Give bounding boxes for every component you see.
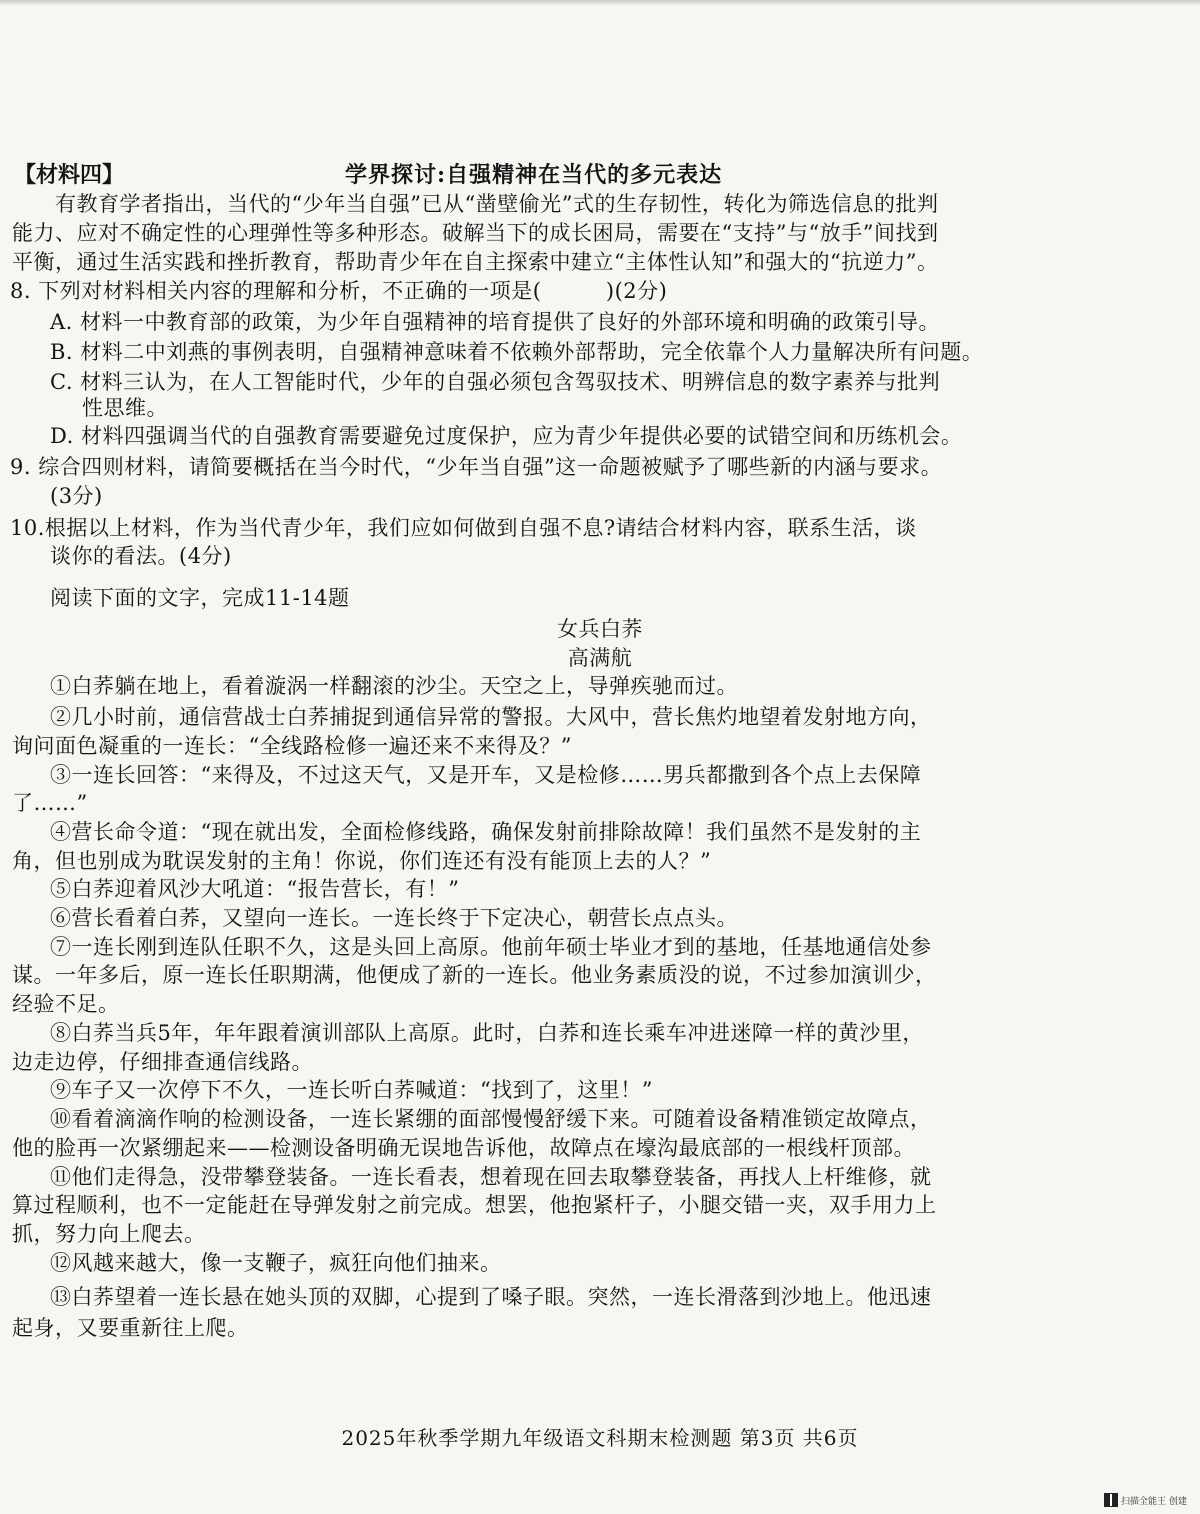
reading-intro: 阅读下面的文字，完成11-14题: [50, 586, 350, 610]
paragraph-line: 算过程顺利，也不一定能赶在导弹发射之前完成。想罢，他抱紧杆子，小腿交错一夹，双手用力上: [12, 1193, 937, 1217]
material-line: 平衡，通过生活实践和挫折教育，帮助青少年在自主探索中建立“主体性认知”和强大的“抗逆力”。: [12, 250, 939, 274]
paragraph-line: ⑥营长看着白荞，又望向一连长。一连长终于下定决心，朝营长点点头。: [50, 906, 738, 930]
paragraph-line: 询问面色凝重的一连长：“全线路检修一遍还来不来得及？”: [12, 734, 572, 758]
paragraph-line: ③一连长回答：“来得及，不过这天气，又是开车，又是检修……男兵都撒到各个点上去保障: [50, 763, 922, 787]
paragraph-line: ⑬白荞望着一连长悬在她头顶的双脚，心提到了嗓子眼。突然，一连长滑落到沙地上。他迅速: [50, 1285, 932, 1309]
material-title: 学界探讨:自强精神在当代的多元表达: [345, 162, 723, 188]
question-8: 8. 下列对材料相关内容的理解和分析，不正确的一项是( )(2分): [10, 279, 668, 303]
paragraph-line: 谋。一年多后，原一连长任职期满，他便成了新的一连长。他业务素质没的说，不过参加演训少，: [12, 963, 937, 987]
option-c-cont: 性思维。: [82, 396, 168, 420]
paragraph-line: 经验不足。: [12, 992, 120, 1016]
question-9: 9. 综合四则材料，请简要概括在当今时代，“少年当自强”这一命题被赋予了哪些新的内涵与要求。: [10, 455, 943, 479]
paragraph-line: ⑧白荞当兵5年，年年跟着演训部队上高原。此时，白荞和连长乘车冲进迷障一样的黄沙里，: [50, 1021, 924, 1045]
paragraph-line: 角，但也别成为耽误发射的主角！你说，你们连还有没有能顶上去的人？”: [12, 849, 712, 873]
paragraph-line: ①白荞躺在地上，看着漩涡一样翻滚的沙尘。天空之上，导弹疾驰而过。: [50, 674, 738, 698]
paragraph-line: 了……”: [12, 791, 88, 815]
paragraph-line: ⑪他们走得急，没带攀登装备。一连长看表，想着现在回去取攀登装备，再找人上杆维修，就: [50, 1165, 932, 1189]
qr-code-icon: [1104, 1493, 1118, 1507]
paragraph-line: 边走边停，仔细排查通信线路。: [12, 1050, 313, 1074]
paragraph-line: ⑦一连长刚到连队任职不久，这是头回上高原。他前年硕士毕业才到的基地，任基地通信处参: [50, 935, 932, 959]
page-footer: 2025年秋季学期九年级语文科期末检测题 第3页 共6页: [341, 1426, 859, 1450]
option-a: A. 材料一中教育部的政策，为少年自强精神的培育提供了良好的外部环境和明确的政策引导。: [50, 310, 941, 334]
paragraph-line: ⑤白荞迎着风沙大吼道：“报告营长，有！”: [50, 877, 460, 901]
option-b: B. 材料二中刘燕的事例表明，自强精神意味着不依赖外部帮助，完全依靠个人力量解决所有问题。: [50, 340, 984, 364]
paragraph-line: ②几小时前，通信营战士白荞捕捉到通信异常的警报。大风中，营长焦灼地望着发射地方向，: [50, 705, 932, 729]
paragraph-line: 起身，又要重新往上爬。: [12, 1316, 249, 1340]
story-title: 女兵白荞: [557, 617, 643, 641]
scan-edge: [0, 0, 1200, 6]
paragraph-line: ④营长命令道：“现在就出发，全面检修线路，确保发射前排除故障！我们虽然不是发射的主: [50, 820, 922, 844]
material-line: 能力、应对不确定性的心理弹性等多种形态。破解当下的成长困局，需要在“支持”与“放手”间找到: [12, 221, 939, 245]
paragraph-line: 抓，努力向上爬去。: [12, 1222, 206, 1246]
option-c: C. 材料三认为，在人工智能时代，少年的自强必须包含驾驭技术、明辨信息的数字素养与批判: [50, 370, 941, 394]
option-d: D. 材料四强调当代的自强教育需要避免过度保护，应为青少年提供必要的试错空间和历练机会。: [50, 424, 963, 448]
paragraph-line: 他的脸再一次紧绷起来——检测设备明确无误地告诉他，故障点在壕沟最底部的一根线杆顶部。: [12, 1136, 915, 1160]
paragraph-line: ⑫风越来越大，像一支鞭子，疯狂向他们抽来。: [50, 1251, 502, 1275]
paragraph-line: ⑩看着滴滴作响的检测设备，一连长紧绷的面部慢慢舒缓下来。可随着设备精准锁定故障点，: [50, 1107, 932, 1131]
question-10-cont: 谈你的看法。(4分): [50, 544, 232, 568]
scanner-label: 扫描全能王 创建: [1121, 1496, 1187, 1507]
scanner-watermark: [1104, 1493, 1187, 1507]
paragraph-line: ⑨车子又一次停下不久，一连长听白荞喊道：“找到了，这里！”: [50, 1078, 653, 1102]
material-line: 有教育学者指出，当代的“少年当自强”已从“凿壁偷光”式的生存韧性，转化为筛选信息的批判: [55, 192, 939, 216]
question-9-score: (3分): [50, 484, 103, 508]
question-10: 10.根据以上材料，作为当代青少年，我们应如何做到自强不息?请结合材料内容，联系生活，谈: [10, 516, 917, 540]
material-tag: 【材料四】: [14, 162, 125, 188]
story-author: 高满航: [567, 646, 633, 670]
